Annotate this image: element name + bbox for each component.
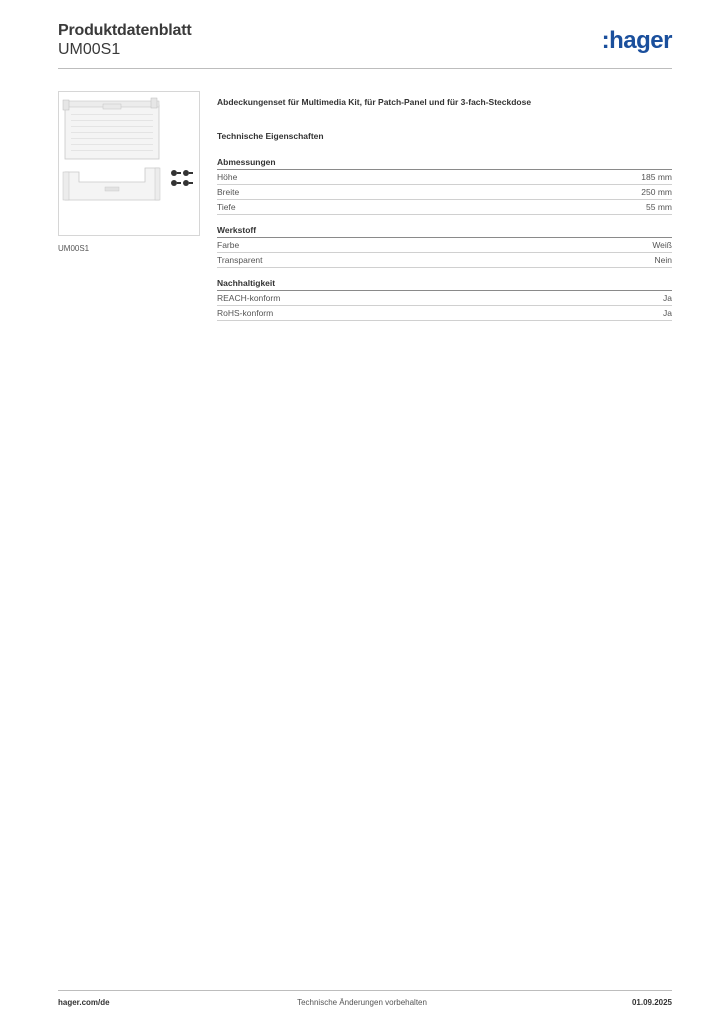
product-image bbox=[58, 91, 200, 236]
spec-value: 250 mm bbox=[641, 187, 672, 197]
header-divider bbox=[58, 68, 672, 69]
footer-divider bbox=[58, 990, 672, 991]
spec-label: REACH-konform bbox=[217, 293, 281, 303]
spec-group-material bbox=[217, 224, 672, 268]
spec-value: Ja bbox=[663, 308, 672, 318]
page-header bbox=[58, 22, 672, 68]
spec-label: Transparent bbox=[217, 255, 263, 265]
spec-row bbox=[217, 306, 672, 321]
spec-group-title: Nachhaltigkeit bbox=[217, 277, 672, 291]
spec-value: Weiß bbox=[652, 240, 672, 250]
spec-row bbox=[217, 291, 672, 306]
spec-row bbox=[217, 200, 672, 215]
specs-heading: Technische Eigenschaften bbox=[217, 131, 324, 141]
footer-date: 01.09.2025 bbox=[631, 998, 672, 1007]
spec-label: Tiefe bbox=[217, 202, 236, 212]
spec-value: 55 mm bbox=[646, 202, 672, 212]
spec-value: Nein bbox=[654, 255, 672, 265]
product-code: UM00S1 bbox=[58, 41, 121, 58]
spec-row bbox=[217, 170, 672, 185]
spec-group-title: Abmessungen bbox=[217, 156, 672, 170]
product-illustration bbox=[59, 92, 199, 235]
spec-row bbox=[217, 238, 672, 253]
footer-notice: Technische Änderungen vorbehalten bbox=[297, 998, 427, 1007]
footer-website-link[interactable]: hager.com/de bbox=[58, 998, 110, 1007]
spec-row bbox=[217, 185, 672, 200]
spec-label: Höhe bbox=[217, 172, 238, 182]
spec-content bbox=[217, 96, 672, 321]
spec-row bbox=[217, 253, 672, 268]
spec-value: Ja bbox=[663, 293, 672, 303]
spec-label: Breite bbox=[217, 187, 240, 197]
spec-value: 185 mm bbox=[641, 172, 672, 182]
hager-logo: :hager bbox=[601, 27, 672, 54]
spec-label: RoHS-konform bbox=[217, 308, 274, 318]
spec-group-sustainability bbox=[217, 277, 672, 321]
page-title: Produktdatenblatt bbox=[58, 22, 192, 39]
image-caption: UM00S1 bbox=[58, 244, 90, 253]
product-description: Abdeckungenset für Multimedia Kit, für Patch-Panel und für 3-fach-Steckdose bbox=[217, 97, 532, 107]
spec-label: Farbe bbox=[217, 240, 240, 250]
spec-group-dimensions bbox=[217, 156, 672, 215]
spec-group-title: Werkstoff bbox=[217, 224, 672, 238]
